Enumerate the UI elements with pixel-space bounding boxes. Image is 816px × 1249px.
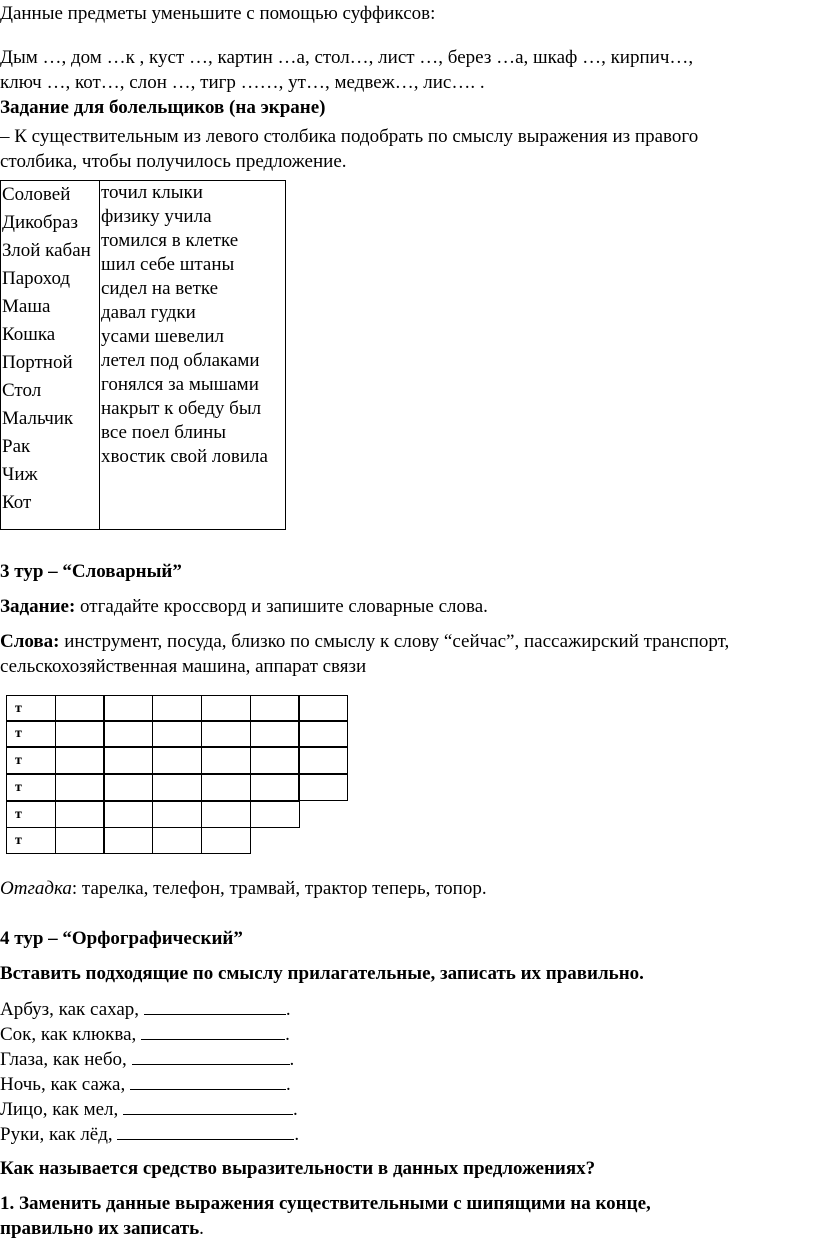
comparison-text: Лицо, как мел, [0,1099,124,1120]
crossword-cell[interactable] [201,747,251,774]
crossword-cell[interactable] [201,827,251,854]
round4-task2-line-2 [0,1216,204,1241]
comparison-end: . [289,1049,295,1070]
crossword-cell[interactable] [55,774,105,801]
comparison-text: Арбуз, как сахар, [0,999,144,1020]
round3-words-text: инструмент, посуда, близко по смыслу к слову “сейчас”, пассажирский транспорт, [59,631,730,652]
round4-task: Вставить подходящие по смыслу прилагательные, записать их правильно. [0,963,644,984]
crossword-cell[interactable] [152,801,202,828]
crossword-cell[interactable] [55,827,105,854]
crossword-cell[interactable] [152,720,202,747]
right-phrase: давал гудки [101,302,196,323]
right-phrase: точил клыки [101,182,203,203]
crossword-cell[interactable] [103,774,153,801]
left-word: Маша [2,296,51,317]
round4-title: 4 тур – “Орфографический” [0,928,243,949]
crossword-cell[interactable] [152,827,202,854]
round3-task-label: Задание: [0,596,76,617]
crossword-cell[interactable] [250,720,300,747]
left-word: Мальчик [2,408,74,429]
answer-blank[interactable] [132,1046,290,1065]
left-word: Кот [2,492,32,513]
right-phrase: все поел блины [101,422,227,443]
round3-title: 3 тур – “Словарный” [0,561,182,582]
comparison-item [0,1046,294,1072]
answer-blank[interactable] [144,996,286,1015]
comparison-end: . [293,1099,298,1120]
crossword-first-letter-cell: т [6,695,56,722]
left-word: Пароход [2,268,71,289]
right-phrase: хвостик свой ловила [101,446,268,467]
crossword-first-letter-cell: т [6,801,56,828]
crossword-first-letter-cell: т [6,774,56,801]
right-phrase: летел под облаками [101,350,260,371]
comparison-end: . [294,1124,300,1145]
round3-task-text: отгадайте кроссворд и запишите словарные слова. [75,596,488,617]
crossword-cell[interactable] [55,747,105,774]
round3-task [0,594,488,619]
comparison-text: Ночь, как сажа, [0,1074,130,1095]
task2-end: . [199,1218,204,1239]
answer-blank[interactable] [123,1096,293,1115]
left-word: Стол [2,380,42,401]
round4-task2-line-1: 1. Заменить данные выражения существительными с шипящими на конце, [0,1193,651,1214]
crossword-first-letter-cell: т [6,827,56,854]
answer-text: : тарелка, телефон, трамвай, трактор теперь, топор. [71,878,487,899]
right-phrase: томился в клетке [101,230,239,251]
crossword-cell[interactable] [55,720,105,747]
comparison-text: Руки, как лёд, [0,1124,118,1145]
crossword-cell[interactable] [103,720,153,747]
crossword-first-letter-cell: т [6,747,56,774]
matching-table [0,180,286,530]
left-word: Портной [2,352,73,373]
crossword-first-letter-cell: т [6,720,56,747]
right-phrase: гонялся за мышами [101,374,259,395]
crossword-cell[interactable] [201,774,251,801]
right-column [100,181,286,530]
task2-text: правильно их записать [0,1218,200,1239]
crossword-cell[interactable] [201,695,251,722]
crossword-row [6,748,348,775]
right-phrase: физику учила [101,206,212,227]
crossword-cell[interactable] [103,801,153,828]
comparison-item [0,1021,290,1047]
comparison-item [0,1071,291,1097]
comparison-end: . [285,1024,290,1045]
fans-task-line-1: – К существительным из левого столбика подобрать по смыслу выражения из правого [0,126,699,147]
round3-words-line-1 [0,629,729,654]
left-word: Чиж [2,464,38,485]
left-word: Кошка [2,324,56,345]
crossword-row [6,829,251,856]
round3-words-line-2: сельскохозяйственная машина, аппарат связи [0,656,367,677]
comparison-item [0,1096,298,1122]
answer-blank[interactable] [141,1021,285,1040]
right-phrase: накрыт к обеду был [101,398,262,419]
crossword-cell[interactable] [152,747,202,774]
crossword-cell[interactable] [298,747,348,774]
left-word: Злой кабан [2,240,91,261]
right-phrase: шил себе штаны [101,254,235,275]
left-column [1,181,100,530]
crossword-cell[interactable] [103,695,153,722]
instruction-suffixes: Данные предметы уменьшите с помощью суффиксов: [0,3,436,24]
fans-task-line-2: столбика, чтобы получилось предложение. [0,151,347,172]
crossword-row [6,802,300,829]
answer-blank[interactable] [130,1071,286,1090]
crossword-row [6,722,348,749]
crossword-cell[interactable] [55,695,105,722]
words-line-2: ключ …, кот…, слон …, тигр ……, ут…, медвеж…, лис…. . [0,72,485,93]
round4-question: Как называется средство выразительности в данных предложениях? [0,1158,596,1179]
crossword-cell[interactable] [152,774,202,801]
comparison-text: Глаза, как небо, [0,1049,132,1070]
words-line-1: Дым …, дом …к , куст …, картин …а, стол…, лист …, берез …а, шкаф …, кирпич…, [0,47,694,68]
comparison-end: . [285,999,291,1020]
left-word: Рак [2,436,31,457]
crossword-cell[interactable] [298,720,348,747]
crossword-cell[interactable] [250,695,300,722]
crossword-answer [0,876,487,901]
crossword-cell[interactable] [250,774,300,801]
answer-label: Отгадка [0,878,72,899]
answer-blank[interactable] [117,1121,294,1140]
right-phrase: сидел на ветке [101,278,219,299]
crossword-cell[interactable] [103,827,153,854]
right-phrase: усами шевелил [101,326,225,347]
crossword-cell[interactable] [55,801,105,828]
comparison-text: Сок, как клюква, [0,1024,142,1045]
crossword-cell[interactable] [298,695,348,722]
crossword-cell[interactable] [152,695,202,722]
crossword-cell[interactable] [103,747,153,774]
left-word: Соловей [2,184,71,205]
comparison-item [0,1121,299,1147]
left-word: Дикобраз [2,212,78,233]
fans-task-title: Задание для болельщиков (на экране) [0,97,326,118]
round3-words-label: Слова: [0,631,60,652]
crossword-cell[interactable] [250,747,300,774]
crossword-cell[interactable] [201,801,251,828]
crossword-row [6,695,348,722]
crossword-row [6,775,348,802]
comparison-end: . [285,1074,291,1095]
crossword-cell[interactable] [201,720,251,747]
crossword-cell[interactable] [250,801,300,828]
crossword-cell[interactable] [298,774,348,801]
comparison-item [0,996,291,1022]
